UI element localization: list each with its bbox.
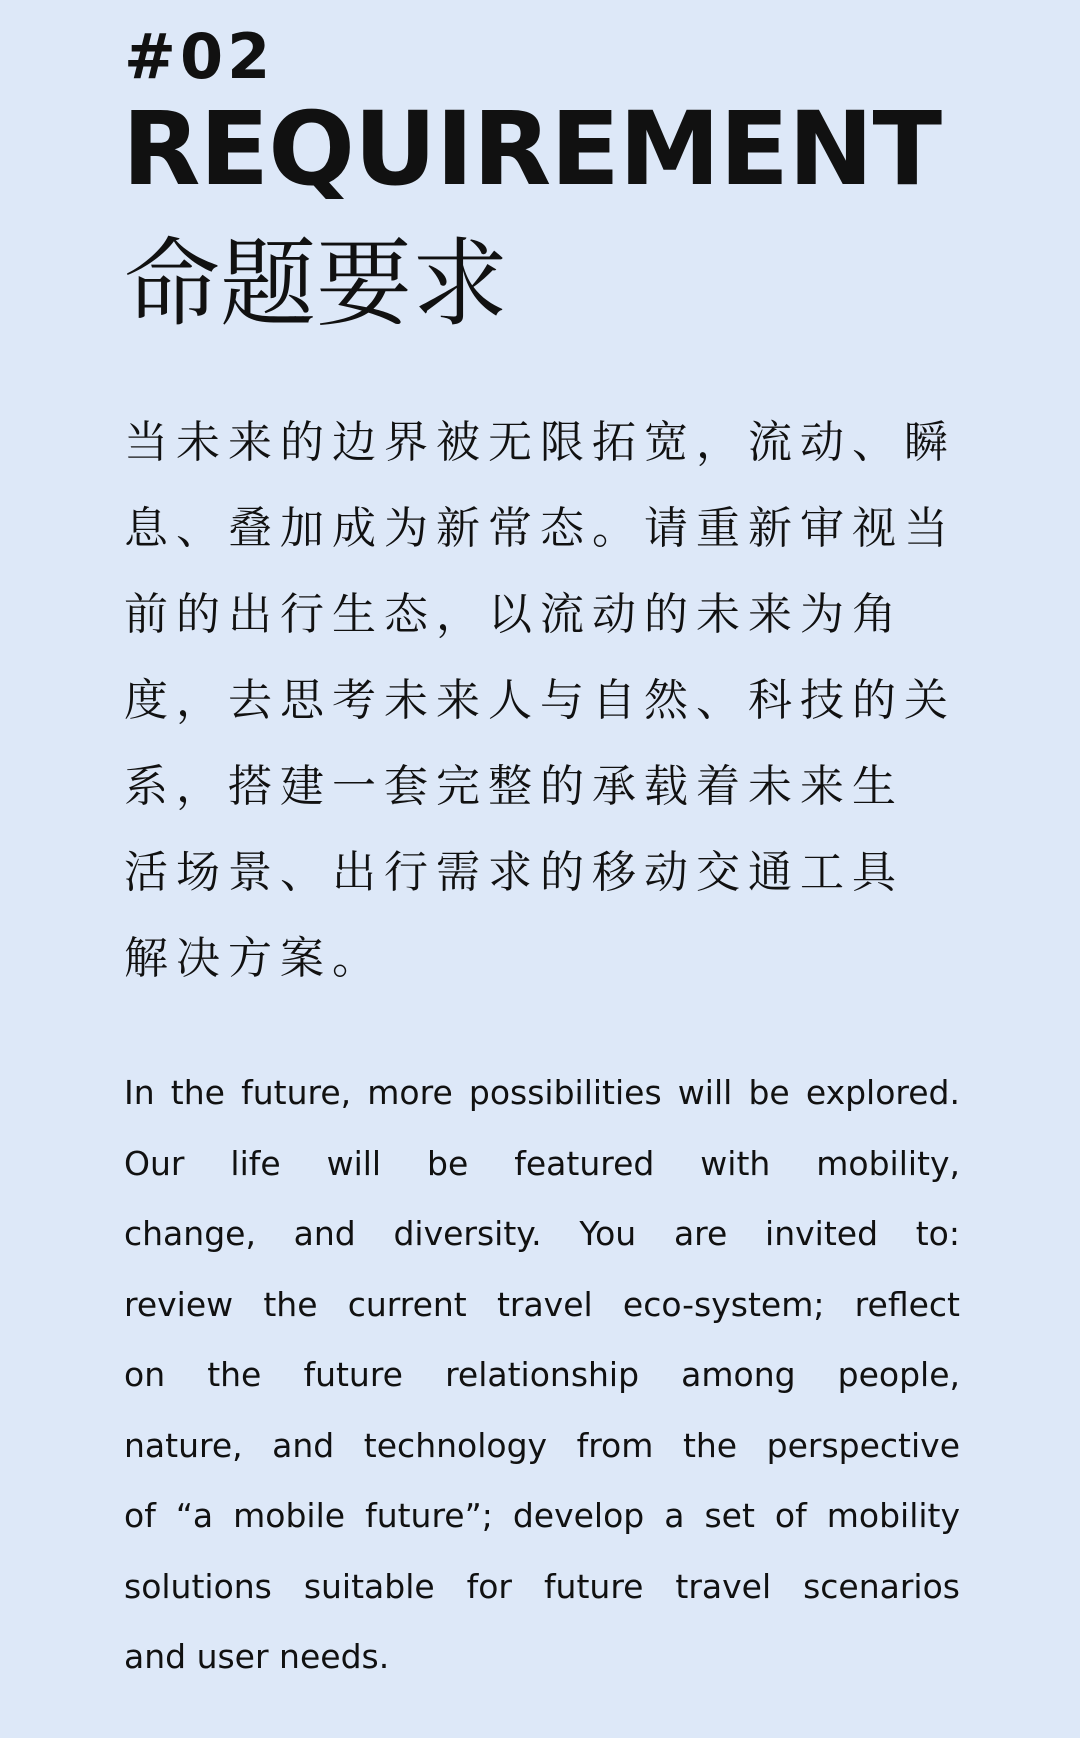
body-en-line: In the future, more possibilities will be explored. bbox=[124, 1073, 960, 1112]
body-en-line: on the future relationship among people, bbox=[124, 1355, 960, 1394]
body-cn-line: 度，去思考未来人与自然、科技的关 bbox=[124, 675, 956, 726]
body-cn-line: 系，搭建一套完整的承载着未来生 bbox=[124, 761, 904, 812]
section-title: REQUIREMENT bbox=[122, 90, 942, 209]
body-cn-line: 活场景、出行需求的移动交通工具 bbox=[124, 847, 904, 898]
body-en-line: solutions suitable for future travel scenarios bbox=[124, 1566, 960, 1606]
body-en-line: change, and diversity. You are invited to: bbox=[124, 1214, 960, 1253]
body-en-line: Our life will be featured with mobility, bbox=[124, 1143, 960, 1183]
body-en-line: of “a mobile future”; develop a set of mobility bbox=[124, 1496, 960, 1535]
requirement-page bbox=[124, 0, 960, 1738]
body-en-line: review the current travel eco-system; reflect bbox=[124, 1284, 960, 1324]
body-en-line: nature, and technology from the perspective bbox=[124, 1425, 960, 1465]
body-cn-line: 当未来的边界被无限拓宽，流动、瞬 bbox=[124, 417, 956, 468]
section-number: #02 bbox=[124, 20, 275, 93]
section-title-cn: 命题要求 bbox=[124, 228, 508, 340]
body-cn-line: 前的出行生态，以流动的未来为角 bbox=[124, 589, 904, 640]
body-en-line: and user needs. bbox=[124, 1637, 390, 1676]
body-cn-line: 解决方案。 bbox=[124, 933, 384, 984]
body-text-chinese bbox=[124, 400, 960, 1002]
body-cn-line: 息、叠加成为新常态。请重新审视当 bbox=[124, 503, 956, 554]
body-text-english bbox=[124, 1058, 960, 1693]
